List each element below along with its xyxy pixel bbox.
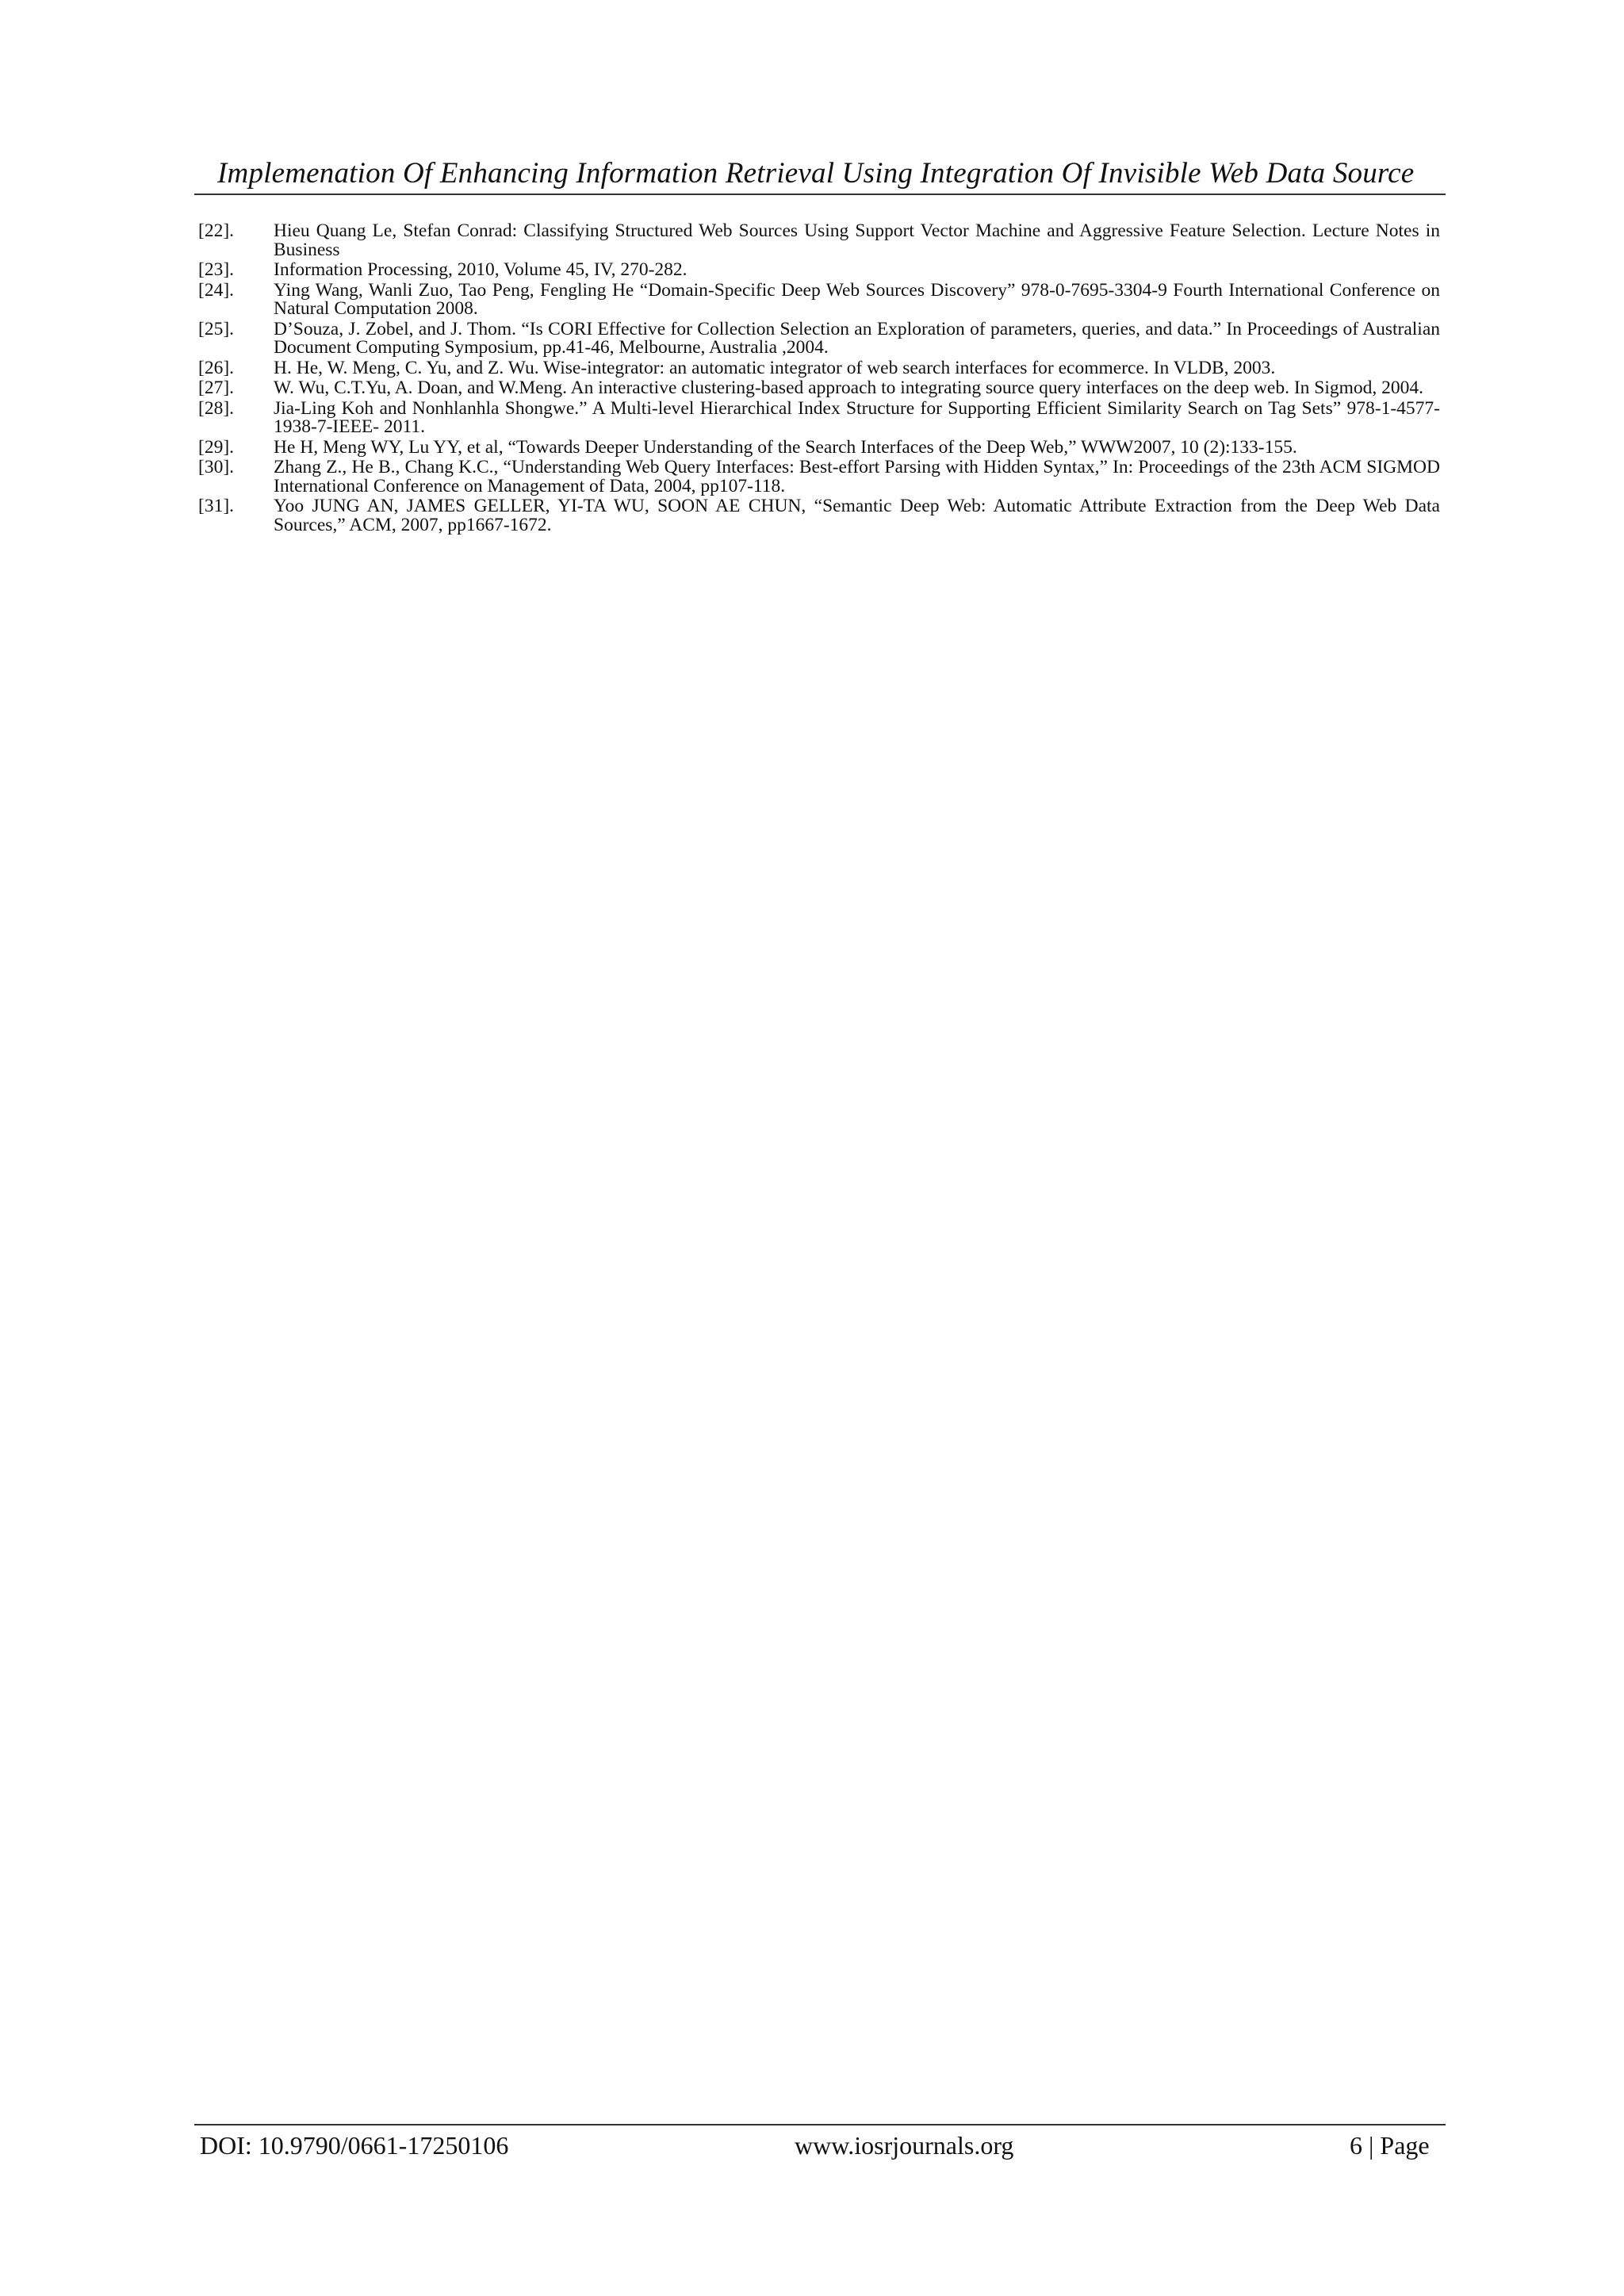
reference-text: He H, Meng WY, Lu YY, et al, “Towards Deeper Understanding of the Search Interfaces of the Deep Web,” WWW2007, 10 (2):133-155. bbox=[274, 436, 1297, 458]
reference-item bbox=[198, 497, 1440, 535]
reference-item bbox=[198, 320, 1440, 358]
reference-text: H. He, W. Meng, C. Yu, and Z. Wu. Wise-integrator: an automatic integrator of web search interfaces for ecommerce. In VLDB, 2003. bbox=[274, 357, 1276, 378]
reference-number: [26]. bbox=[198, 357, 235, 378]
reference-number: [23]. bbox=[198, 259, 235, 280]
reference-text: D’Souza, J. Zobel, and J. Thom. “Is CORI Effective for Collection Selection an Exploration of parameters, queries, and data.” In Proceedings of Australian Document Computing Symposium, pp.41-46, Melbourne, Australia ,2004. bbox=[274, 318, 1440, 358]
reference-number: [22]. bbox=[198, 220, 235, 241]
footer-divider bbox=[194, 2124, 1446, 2125]
reference-number: [25]. bbox=[198, 318, 235, 339]
reference-number: [29]. bbox=[198, 436, 235, 458]
reference-item bbox=[198, 379, 1440, 398]
footer-website: www.iosrjournals.org bbox=[795, 2131, 1014, 2160]
reference-list bbox=[198, 222, 1440, 536]
reference-text: Hieu Quang Le, Stefan Conrad: Classifying Structured Web Sources Using Support Vector Machine and Aggressive Feature Selection. Lecture Notes in Business bbox=[274, 220, 1440, 260]
reference-item bbox=[198, 279, 1440, 319]
footer-doi: DOI: 10.9790/0661-17250106 bbox=[200, 2131, 509, 2160]
reference-number: [31]. bbox=[198, 496, 235, 516]
reference-item bbox=[198, 397, 1440, 437]
reference-text: Ying Wang, Wanli Zuo, Tao Peng, Fengling He “Domain-Specific Deep Web Sources Discovery” 978-0-7695-3304-9 Fourth International Conference on Natural Computation 2008. bbox=[274, 279, 1440, 319]
reference-number: [24]. bbox=[198, 279, 235, 301]
reference-text: W. Wu, C.T.Yu, A. Doan, and W.Meng. An interactive clustering-based approach to integrating source query interfaces on the deep web. In Sigmod, 2004. bbox=[274, 378, 1424, 398]
footer-page-number: 6 | Page bbox=[1350, 2131, 1430, 2160]
reference-text: Yoo JUNG AN, JAMES GELLER, YI-TA WU, SOON AE CHUN, “Semantic Deep Web: Automatic Attribute Extraction from the Deep Web Data Sources,” ACM, 2007, pp1667-1672. bbox=[274, 496, 1440, 535]
reference-item bbox=[198, 261, 1440, 280]
reference-text: Zhang Z., He B., Chang K.C., “Understanding Web Query Interfaces: Best-effort Parsing with Hidden Syntax,” In: Proceedings of the 23th ACM SIGMOD International Conference on Management of Data, 2004, pp107-118. bbox=[274, 457, 1440, 496]
reference-text: Jia-Ling Koh and Nonhlanhla Shongwe.” A Multi-level Hierarchical Index Structure for Supporting Efficient Similarity Search on Tag Sets” 978-1-4577-1938-7-IEEE- 2011. bbox=[274, 397, 1440, 437]
reference-number: [30]. bbox=[198, 457, 235, 477]
header-divider bbox=[194, 194, 1446, 195]
reference-item bbox=[198, 222, 1440, 259]
reference-number: [27]. bbox=[198, 378, 235, 398]
reference-number: [28]. bbox=[198, 397, 235, 419]
reference-item bbox=[198, 359, 1440, 378]
running-header-title: Implemenation Of Enhancing Information Retrieval Using Integration Of Invisible Web Data Source bbox=[217, 157, 1415, 190]
reference-item bbox=[198, 458, 1440, 496]
reference-item bbox=[198, 436, 1440, 458]
reference-text: Information Processing, 2010, Volume 45, IV, 270-282. bbox=[274, 259, 688, 280]
